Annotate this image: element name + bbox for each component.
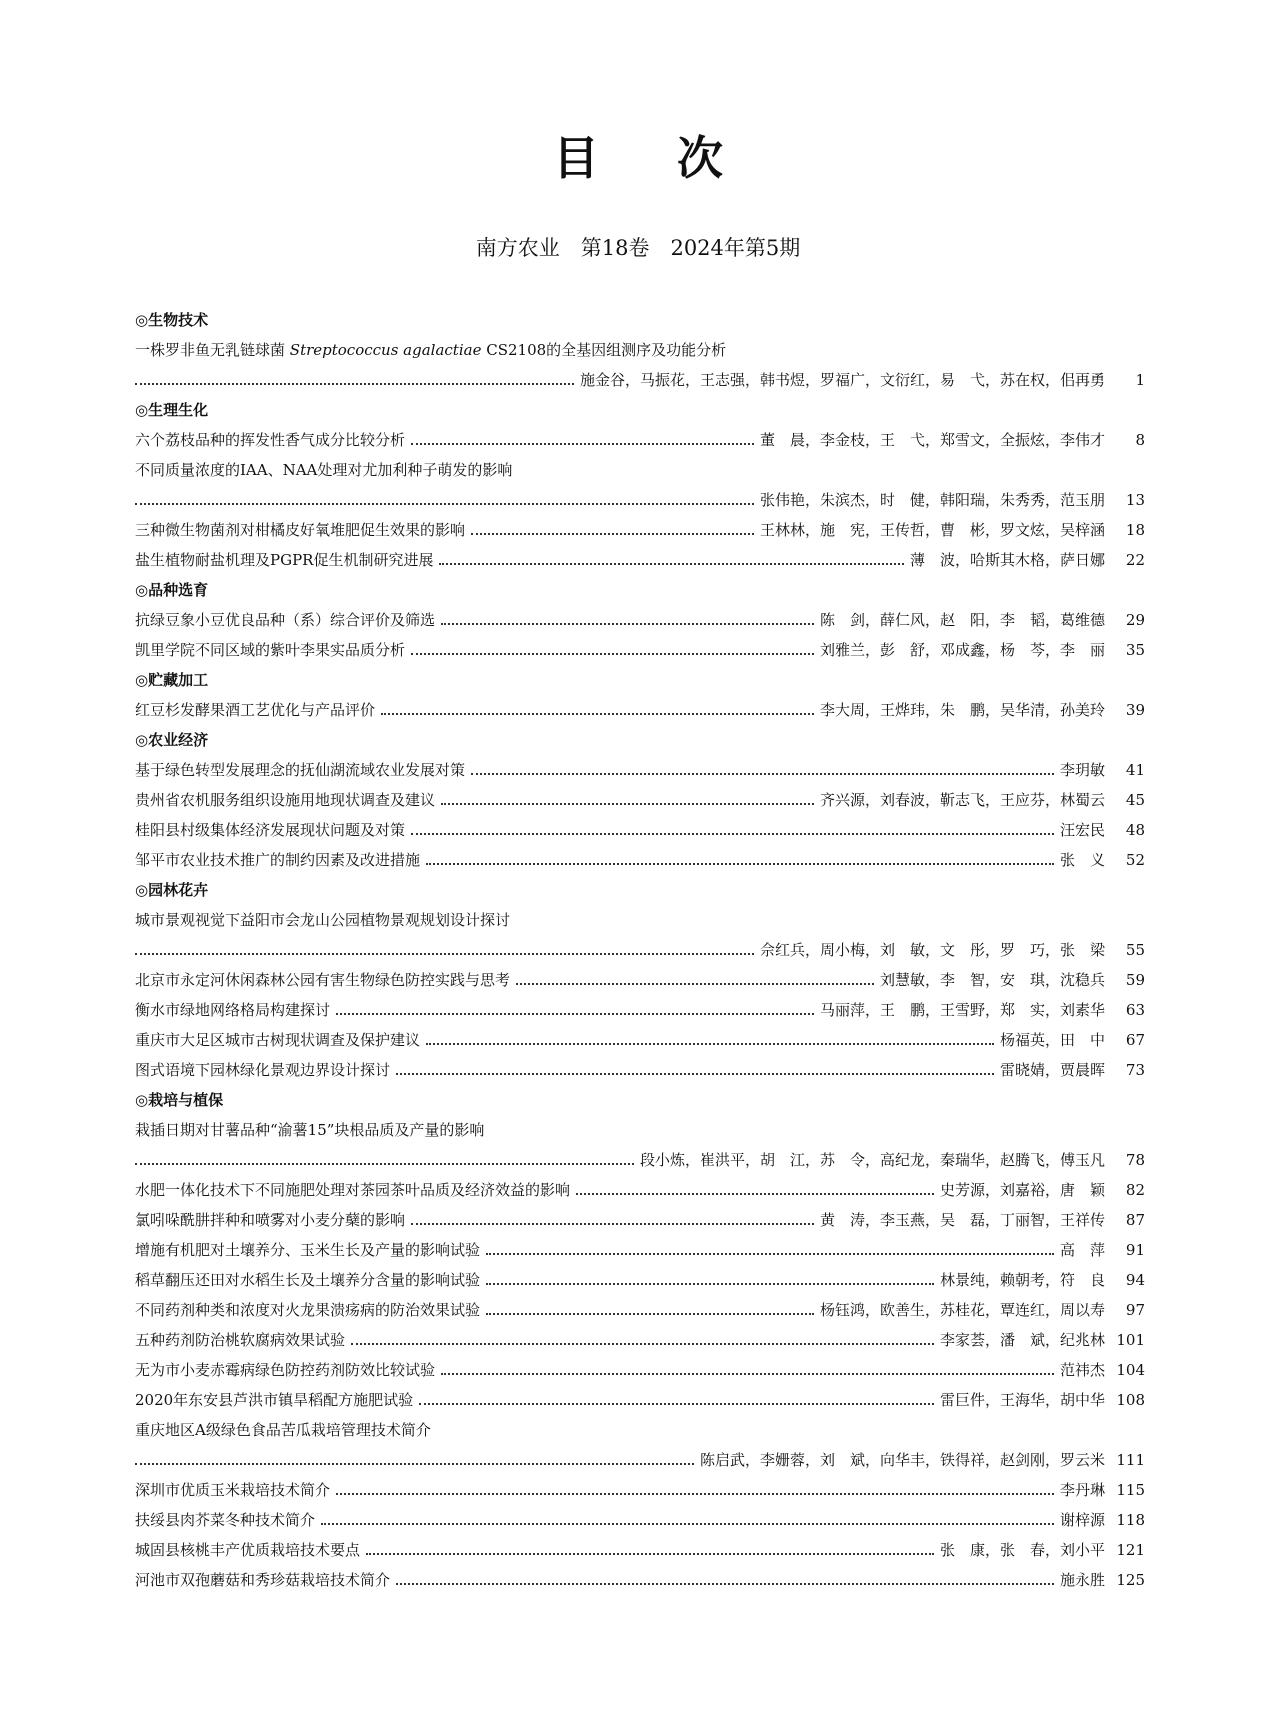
dot-leader: [396, 1073, 994, 1075]
article-page-number: 91: [1125, 1241, 1145, 1259]
article-authors: 李家荟，潘 斌，纪兆林: [939, 1331, 1105, 1349]
dot-leader: [471, 773, 1054, 775]
dot-leader: [336, 1013, 814, 1015]
article-page-number: 97: [1125, 1301, 1145, 1319]
article-page-number: 22: [1125, 551, 1145, 569]
dot-leader: [411, 443, 754, 445]
section-heading: ◎栽培与植保: [135, 1091, 224, 1109]
article-title-text: 六个荔枝品种的挥发性香气成分比较分析: [135, 431, 406, 449]
toc-entry[interactable]: [135, 545, 1145, 575]
toc-entry[interactable]: [135, 1175, 1145, 1205]
dot-leader: [486, 1283, 934, 1285]
dot-leader: [419, 1403, 934, 1405]
article-authors: 张伟艳，朱滨杰，时 健，韩阳瑞，朱秀秀，范玉朋: [759, 491, 1105, 509]
toc-entry[interactable]: [135, 1505, 1145, 1535]
article-title-text: 不同质量浓度的IAA、NAA处理对尤加利种子萌发的影响: [135, 461, 513, 479]
article-title-text: 无为市小麦赤霉病绿色防控药剂防效比较试验: [135, 1361, 436, 1379]
article-page-number: 82: [1125, 1181, 1145, 1199]
toc-entry-authors-line: [135, 1145, 1145, 1175]
dot-leader: [135, 503, 754, 505]
article-title-text: 水肥一体化技术下不同施肥处理对茶园茶叶品质及经济效益的影响: [135, 1181, 571, 1199]
article-authors: 张 义: [1059, 851, 1105, 869]
toc-entry[interactable]: [135, 1265, 1145, 1295]
article-title-text: 氯吲哚酰肼拌种和喷雾对小麦分蘖的影响: [135, 1211, 406, 1229]
article-title-text: 盐生植物耐盐机理及PGPR促生机制研究进展: [135, 551, 434, 569]
article-title[interactable]: [135, 965, 510, 995]
article-title-species: Streptococcus agalactiae: [289, 341, 482, 359]
toc-entry[interactable]: [135, 1235, 1145, 1265]
page-title: [0, 128, 1276, 188]
article-title[interactable]: [135, 1055, 390, 1085]
article-page-number: 59: [1125, 971, 1145, 989]
toc-entry[interactable]: [135, 1535, 1145, 1565]
article-title-text: 红豆杉发酵果酒工艺优化与产品评价: [135, 701, 376, 719]
toc-entry[interactable]: [135, 1205, 1145, 1235]
article-title-text: 不同药剂种类和浓度对火龙果溃疡病的防治效果试验: [135, 1301, 481, 1319]
article-page-number: 87: [1125, 1211, 1145, 1229]
article-title[interactable]: [135, 1421, 431, 1439]
article-title[interactable]: [135, 1265, 480, 1295]
article-title[interactable]: [135, 341, 726, 359]
article-page-number: 18: [1125, 521, 1145, 539]
article-title-text: 城市景观视觉下益阳市会龙山公园植物景观规划设计探讨: [135, 911, 511, 929]
article-page-number: 121: [1116, 1541, 1145, 1559]
article-title[interactable]: [135, 1235, 480, 1265]
dot-leader: [381, 713, 814, 715]
dot-leader: [321, 1523, 1054, 1525]
toc-entry[interactable]: [135, 965, 1145, 995]
toc-entry[interactable]: [135, 695, 1145, 725]
article-authors: 李玥敏: [1059, 761, 1105, 779]
article-page-number: 118: [1116, 1511, 1145, 1529]
article-title[interactable]: [135, 1025, 420, 1055]
article-title-text: 三种微生物菌剂对柑橘皮好氧堆肥促生效果的影响: [135, 521, 466, 539]
dot-leader: [351, 1343, 934, 1345]
article-page-number: 48: [1125, 821, 1145, 839]
article-title-text: 重庆地区A级绿色食品苦瓜栽培管理技术简介: [135, 1421, 431, 1439]
toc-entry-title-line[interactable]: [135, 1115, 1145, 1145]
article-page-number: 67: [1125, 1031, 1145, 1049]
article-page-number: 55: [1125, 941, 1145, 959]
article-page-number: 115: [1116, 1481, 1145, 1499]
article-title-text: 抗绿豆象小豆优良品种（系）综合评价及筛选: [135, 611, 436, 629]
article-page-number: 101: [1116, 1331, 1145, 1349]
article-title-text: 增施有机肥对土壤养分、玉米生长及产量的影响试验: [135, 1241, 481, 1259]
article-page-number: 39: [1125, 701, 1145, 719]
dot-leader: [135, 1463, 694, 1465]
article-authors: 谢梓源: [1059, 1511, 1105, 1529]
article-authors: 范祎杰: [1059, 1361, 1105, 1379]
article-authors: 汪宏民: [1059, 821, 1105, 839]
toc-entry[interactable]: [135, 1025, 1145, 1055]
article-authors: 段小炼，崔洪平，胡 江，苏 令，高纪龙，秦瑞华，赵腾飞，傅玉凡: [639, 1151, 1105, 1169]
dot-leader: [486, 1253, 1054, 1255]
toc-entry-authors-line: [135, 365, 1145, 395]
article-title[interactable]: [135, 1295, 480, 1325]
article-title[interactable]: [135, 1385, 413, 1415]
toc-entry[interactable]: [135, 425, 1145, 455]
toc-entry[interactable]: [135, 815, 1145, 845]
article-title[interactable]: [135, 911, 510, 929]
dot-leader: [336, 1493, 1054, 1495]
article-page-number: 94: [1125, 1271, 1145, 1289]
toc-entry-title-line[interactable]: [135, 1415, 1145, 1445]
article-title-text: 深圳市优质玉米栽培技术简介: [135, 1481, 331, 1499]
article-authors: 林景纯，赖朝考，符 良: [939, 1271, 1105, 1289]
article-title-text: 栽插日期对甘薯品种“渝薯15”块根品质及产量的影响: [135, 1121, 485, 1139]
table-of-contents: [135, 305, 1145, 1595]
article-authors: 刘慧敏，李 智，安 琪，沈稳兵: [879, 971, 1105, 989]
toc-entry[interactable]: [135, 1385, 1145, 1415]
article-authors: 雷巨件，王海华，胡中华: [939, 1391, 1105, 1409]
dot-leader: [441, 1373, 1054, 1375]
section-heading: ◎农业经济: [135, 731, 209, 749]
dot-leader: [441, 623, 814, 625]
article-title-text: 北京市永定河休闲森林公园有害生物绿色防控实践与思考: [135, 971, 511, 989]
article-authors: 陈 剑，薛仁风，赵 阳，李 韬，葛维德: [819, 611, 1105, 629]
dot-leader: [426, 1043, 994, 1045]
section-heading: ◎贮藏加工: [135, 671, 209, 689]
toc-entry[interactable]: [135, 635, 1145, 665]
article-authors: 佘红兵，周小梅，刘 敏，文 彤，罗 巧，张 梁: [759, 941, 1105, 959]
article-authors: 李丹琳: [1059, 1481, 1105, 1499]
toc-entry[interactable]: [135, 1475, 1145, 1505]
article-authors: 薄 波，哈斯其木格，萨日娜: [909, 551, 1105, 569]
toc-entry[interactable]: [135, 1355, 1145, 1385]
article-title[interactable]: [135, 695, 375, 725]
dot-leader: [396, 1583, 1054, 1585]
article-title[interactable]: [135, 1355, 435, 1385]
toc-entry[interactable]: [135, 1565, 1145, 1595]
toc-entry[interactable]: [135, 1325, 1145, 1355]
article-title[interactable]: [135, 545, 433, 575]
article-page-number: 125: [1116, 1571, 1145, 1589]
article-title-text: 凯里学院不同区域的紫叶李果实品质分析: [135, 641, 406, 659]
dot-leader: [426, 863, 1054, 865]
dot-leader: [411, 833, 1054, 835]
article-authors: 杨福英，田 中: [999, 1031, 1105, 1049]
article-page-number: 78: [1125, 1151, 1145, 1169]
article-title-text: 基于绿色转型发展理念的抚仙湖流域农业发展对策: [135, 761, 466, 779]
dot-leader: [411, 1223, 814, 1225]
article-authors: 黄 涛，李玉燕，吴 磊，丁丽智，王祥传: [819, 1211, 1105, 1229]
article-title-text: 2020年东安县芦洪市镇旱稻配方施肥试验: [135, 1391, 414, 1409]
dot-leader: [135, 953, 754, 955]
article-page-number: 35: [1125, 641, 1145, 659]
article-authors: 刘雅兰，彭 舒，邓成鑫，杨 芩，李 丽: [819, 641, 1105, 659]
article-title[interactable]: [135, 995, 330, 1025]
article-authors: 杨钰鸿，欧善生，苏桂花，覃连红，周以寿: [819, 1301, 1105, 1319]
article-title-text: 河池市双孢蘑菇和秀珍菇栽培技术简介: [135, 1571, 391, 1589]
article-title[interactable]: [135, 845, 420, 875]
article-authors: 史芳源，刘嘉裕，唐 颖: [939, 1181, 1105, 1199]
article-authors: 李大周，王烨玮，朱 鹏，吴华清，孙美玲: [819, 701, 1105, 719]
article-title[interactable]: [135, 425, 405, 455]
article-title[interactable]: [135, 515, 465, 545]
article-page-number: 1: [1135, 371, 1145, 389]
article-page-number: 13: [1125, 491, 1145, 509]
article-title-text: 邹平市农业技术推广的制约因素及改进措施: [135, 851, 421, 869]
toc-entry-authors-line: [135, 1445, 1145, 1475]
article-title[interactable]: [135, 785, 435, 815]
dot-leader: [439, 563, 904, 565]
article-title-text: 重庆市大足区城市古树现状调查及保护建议: [135, 1031, 421, 1049]
dot-leader: [516, 983, 874, 985]
article-title[interactable]: [135, 461, 512, 479]
toc-entry[interactable]: [135, 785, 1145, 815]
article-authors: 齐兴源，刘春波，靳志飞，王应芬，林蜀云: [819, 791, 1105, 809]
article-authors: 王林林，施 宪，王传哲，曹 彬，罗文炫，吴梓涵: [759, 521, 1105, 539]
article-title[interactable]: [135, 815, 405, 845]
dot-leader: [135, 1163, 634, 1165]
article-page-number: 73: [1125, 1061, 1145, 1079]
article-title[interactable]: [135, 1475, 330, 1505]
dot-leader: [366, 1553, 934, 1555]
section-heading: ◎园林花卉: [135, 881, 209, 899]
article-title-text: 扶绥县肉芥菜冬种技术简介: [135, 1511, 316, 1529]
article-authors: 张 康，张 春，刘小平: [939, 1541, 1105, 1559]
article-authors: 陈启武，李姗蓉，刘 斌，向华丰，铁得祥，赵剑刚，罗云米: [699, 1451, 1105, 1469]
toc-entry[interactable]: [135, 845, 1145, 875]
toc-entry-authors-line: [135, 935, 1145, 965]
toc-entry-title-line[interactable]: [135, 455, 1145, 485]
article-page-number: 104: [1116, 1361, 1145, 1379]
toc-entry[interactable]: [135, 1055, 1145, 1085]
article-page-number: 63: [1125, 1001, 1145, 1019]
toc-entry[interactable]: [135, 605, 1145, 635]
article-title-text: 桂阳县村级集体经济发展现状问题及对策: [135, 821, 406, 839]
dot-leader: [471, 533, 754, 535]
toc-entry-title-line[interactable]: [135, 335, 1145, 365]
article-title-text: 稻草翻压还田对水稻生长及土壤养分含量的影响试验: [135, 1271, 481, 1289]
dot-leader: [576, 1193, 934, 1195]
article-page-number: 41: [1125, 761, 1145, 779]
article-title[interactable]: [135, 635, 405, 665]
article-authors: 施永胜: [1059, 1571, 1105, 1589]
article-title[interactable]: [135, 1121, 484, 1139]
article-title-text: 一株罗非鱼无乳链球菌: [135, 341, 286, 359]
toc-entry-authors-line: [135, 485, 1145, 515]
article-title-text: 图式语境下园林绿化景观边界设计探讨: [135, 1061, 391, 1079]
article-page-number: 108: [1116, 1391, 1145, 1409]
section-heading: ◎品种选育: [135, 581, 209, 599]
section-heading: ◎生理生化: [135, 401, 209, 419]
toc-entry[interactable]: [135, 515, 1145, 545]
article-title[interactable]: [135, 605, 435, 635]
article-page-number: 29: [1125, 611, 1145, 629]
section-heading: ◎生物技术: [135, 311, 209, 329]
article-page-number: 45: [1125, 791, 1145, 809]
article-title[interactable]: [135, 1325, 345, 1355]
article-authors: 施金谷，马振花，王志强，韩书煜，罗福广，文衍红，易 弋，苏在权，佀再勇: [579, 371, 1105, 389]
journal-issue-subtitle: 南方农业 第18卷 2024年第5期: [475, 236, 801, 260]
article-page-number: 111: [1116, 1451, 1145, 1469]
toc-entry[interactable]: [135, 1295, 1145, 1325]
page-title-right: 次: [677, 131, 723, 185]
article-title-text: 衡水市绿地网络格局构建探讨: [135, 1001, 331, 1019]
article-title[interactable]: [135, 1175, 570, 1205]
dot-leader: [486, 1313, 814, 1315]
article-page-number: 52: [1125, 851, 1145, 869]
page-title-left: 目: [553, 131, 599, 185]
article-authors: 高 萍: [1059, 1241, 1105, 1259]
article-authors: 董 晨，李金枝，王 弋，郑雪文，全振炫，李伟才: [759, 431, 1105, 449]
article-title[interactable]: [135, 1205, 405, 1235]
article-title[interactable]: [135, 1505, 315, 1535]
toc-entry[interactable]: [135, 755, 1145, 785]
article-title-text: 五种药剂防治桃软腐病效果试验: [135, 1331, 346, 1349]
toc-entry-title-line[interactable]: [135, 905, 1145, 935]
dot-leader: [441, 803, 814, 805]
article-authors: 雷晓婧，贾晨晖: [999, 1061, 1105, 1079]
article-title-text: 贵州省农机服务组织设施用地现状调查及建议: [135, 791, 436, 809]
dot-leader: [411, 653, 814, 655]
article-title-suffix: CS2108的全基因组测序及功能分析: [486, 341, 727, 359]
article-title[interactable]: [135, 1565, 390, 1595]
article-page-number: 8: [1135, 431, 1145, 449]
toc-entry[interactable]: [135, 995, 1145, 1025]
article-title-text: 城固县核桃丰产优质栽培技术要点: [135, 1541, 361, 1559]
article-title[interactable]: [135, 1535, 360, 1565]
article-title[interactable]: [135, 755, 465, 785]
dot-leader: [135, 383, 574, 385]
article-authors: 马丽萍，王 鹏，王雪野，郑 实，刘素华: [819, 1001, 1105, 1019]
